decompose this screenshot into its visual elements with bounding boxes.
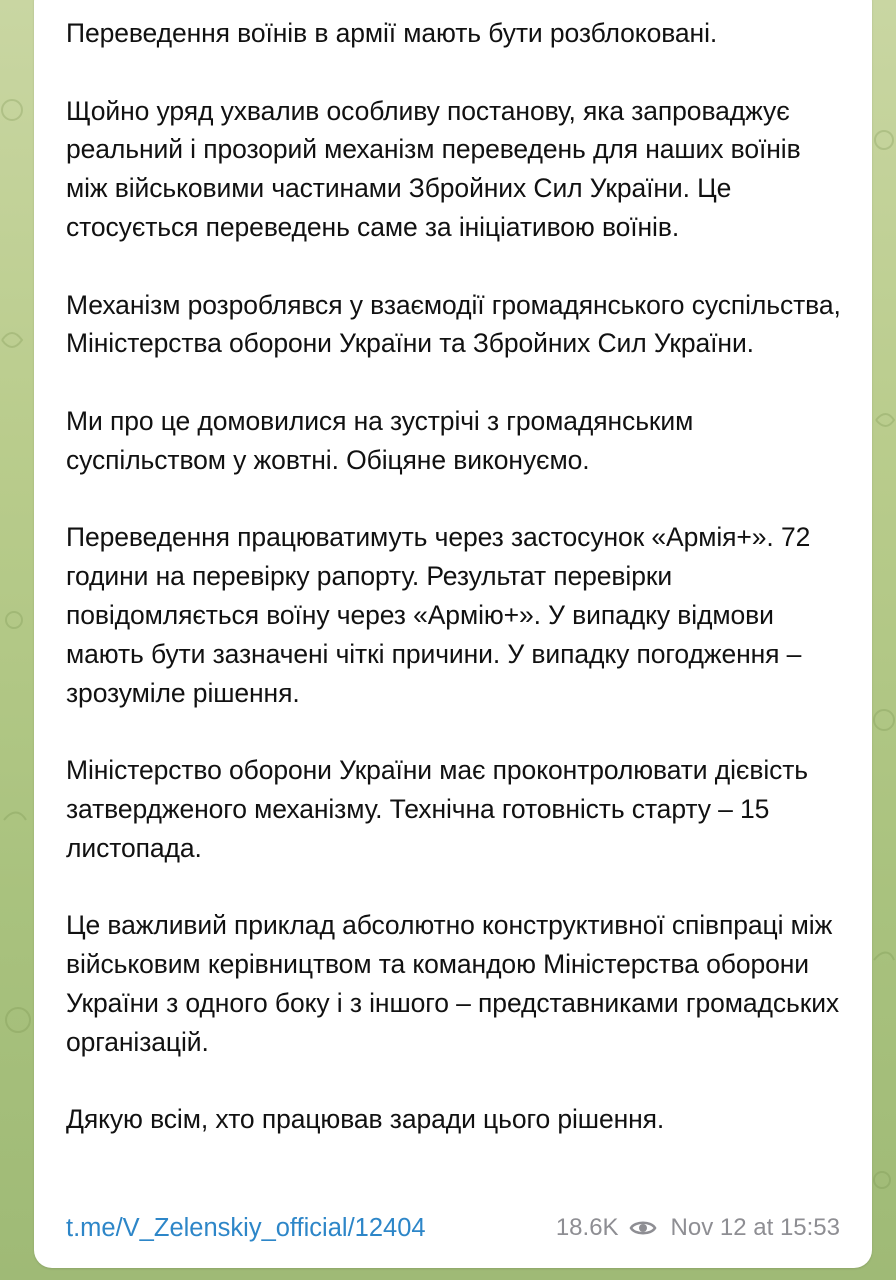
message-paragraph: Це важливий приклад абсолютно конструктивної співпраці між військовим керівництвом та командою Міністерства оборони України з одного боку і з іншого – представниками громадських організацій. (66, 910, 847, 1057)
views-count: 18.6K (555, 1214, 619, 1241)
eye-icon (629, 1218, 657, 1238)
message-paragraph: Щойно уряд ухвалив особливу постанову, яка запроваджує реальний і прозорий механізм переведень для наших воїнів між військовими частинами Збройних Сил України. Це стосується переведень саме за ініціативою воїнів. (66, 95, 808, 242)
message-timestamp: Nov 12 at 15:53 (670, 1214, 840, 1241)
post-link[interactable]: t.me/V_Zelenskiy_official/12404 (66, 1213, 426, 1242)
message-paragraph: Дякую всім, хто працював заради цього рішення. (66, 1104, 665, 1135)
message-text (66, 14, 848, 1139)
message-paragraph: Переведення воїнів в армії мають бути розблоковані. (66, 18, 718, 48)
message-meta (556, 1214, 840, 1242)
message-footer (66, 1208, 840, 1248)
message-bubble (34, 0, 872, 1268)
message-paragraph: Механізм розроблявся у взаємодії громадянського суспільства, Міністерства оборони України та Збройних Сил України. (66, 289, 848, 359)
message-paragraph: Переведення працюватимуть через застосунок «Армія+». 72 години на перевірку рапорту. Результат перевірки повідомляється воїну через «Армію+». У випадку відмови мають бути зазначені чіткі причини. У випадку погодження – зрозуміле рішення. (66, 522, 818, 708)
message-paragraph: Міністерство оборони України має проконтролювати дієвість затвердженого механізму. Технічна готовність старту – 15 листопада. (66, 755, 816, 863)
message-paragraph: Ми про це домовилися на зустрічі з громадянським суспільством у жовтні. Обіцяне виконуємо. (66, 405, 701, 475)
